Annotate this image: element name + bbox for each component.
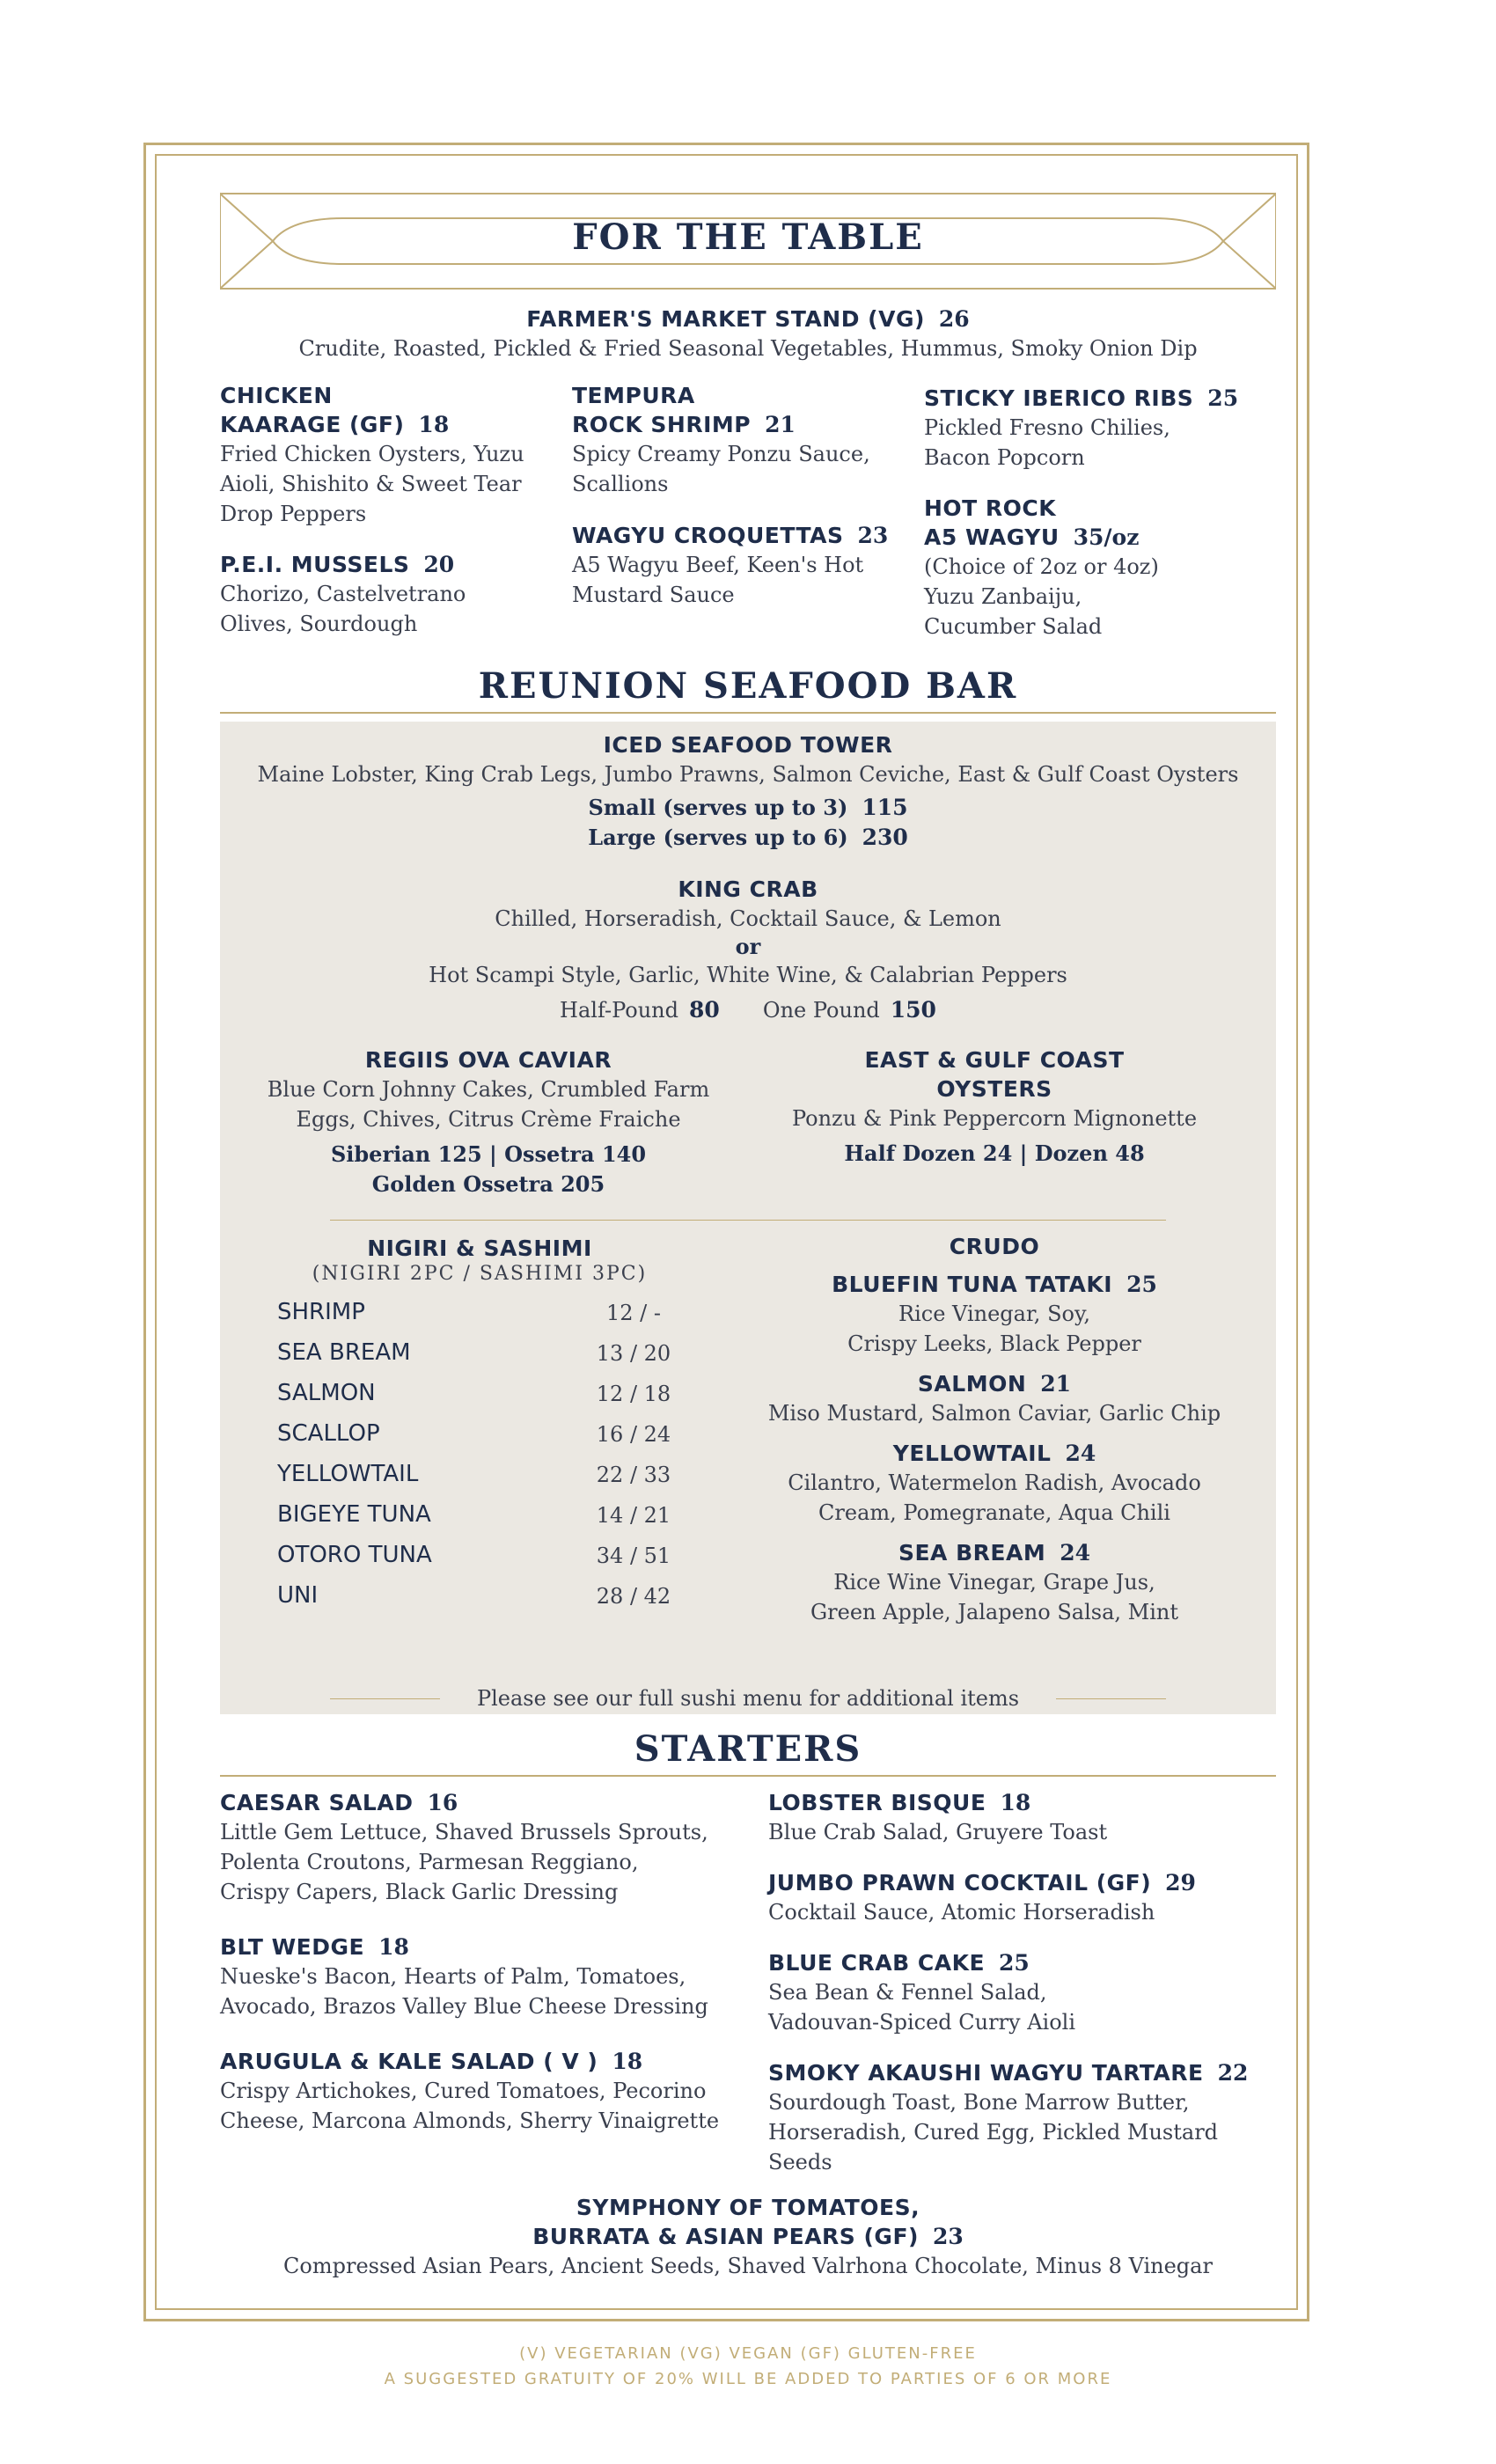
nigiri-sashimi-header	[273, 1234, 686, 1285]
item-price: 21	[1040, 1371, 1072, 1397]
sushi-row	[277, 1420, 682, 1461]
item-price: 18	[418, 412, 450, 437]
item-description-line: Avocado, Brazos Valley Blue Cheese Dressing	[220, 1994, 708, 2019]
item-name: YELLOWTAIL	[892, 1441, 1052, 1466]
sushi-price: 34 / 51	[596, 1544, 671, 1568]
item-name: ICED SEAFOOD TOWER	[603, 732, 893, 758]
menu-item-wagyu-tartare	[768, 2058, 1279, 2177]
sushi-name: OTORO TUNA	[277, 1542, 432, 1568]
sushi-row	[277, 1339, 682, 1380]
item-description-line: Nueske's Bacon, Hearts of Palm, Tomatoes,	[220, 1964, 686, 1989]
item-description-line: Spicy Creamy Ponzu Sauce,	[572, 442, 870, 466]
item-description-line: Rice Vinegar, Soy,	[898, 1302, 1090, 1326]
item-name: STICKY IBERICO RIBS	[924, 385, 1194, 411]
item-description-line: Pickled Fresno Chilies,	[924, 415, 1170, 440]
sushi-row	[277, 1380, 682, 1420]
item-name-line2: ROCK SHRIMP	[572, 412, 752, 437]
item-description-line: Olives, Sourdough	[220, 612, 418, 636]
item-description-line: Eggs, Chives, Citrus Crème Fraiche	[296, 1107, 681, 1132]
item-description-line: Blue Crab Salad, Gruyere Toast	[768, 1820, 1108, 1844]
size-price: 230	[862, 825, 908, 850]
item-description-line: (Choice of 2oz or 4oz)	[924, 554, 1159, 579]
item-description-line: Miso Mustard, Salmon Caviar, Garlic Chip	[767, 1401, 1221, 1426]
menu-item-blue-crab-cake	[768, 1948, 1279, 2037]
menu-item-a5-wagyu	[924, 494, 1276, 642]
item-description-line: Crispy Leeks, Black Pepper	[847, 1331, 1141, 1356]
note-rule-left	[330, 1698, 440, 1699]
subsection-subtitle: (NIGIRI 2PC / SASHIMI 3PC)	[312, 1263, 648, 1285]
item-description: Compressed Asian Pears, Ancient Seeds, Shaved Valrhona Chocolate, Minus 8 Vinegar	[283, 2254, 1213, 2278]
sushi-price: 16 / 24	[596, 1422, 671, 1447]
menu-item-caesar-salad	[220, 1788, 748, 1907]
size-label: Half-Pound	[560, 998, 678, 1023]
section-divider	[220, 1775, 1276, 1777]
caviar-prices: Siberian 125 | Ossetra 140	[330, 1141, 647, 1167]
item-price: 25	[1207, 385, 1239, 411]
item-name-line2: OYSTERS	[936, 1076, 1052, 1102]
menu-item-arugula-kale-salad	[220, 2047, 748, 2136]
item-name: KING CRAB	[678, 876, 818, 902]
item-description-line: Mustard Sauce	[572, 583, 735, 607]
item-description: Maine Lobster, King Crab Legs, Jumbo Prawns, Salmon Ceviche, East & Gulf Coast Oysters	[257, 762, 1239, 787]
size-price: 115	[862, 795, 908, 820]
item-description-line: Cucumber Salad	[924, 614, 1103, 639]
item-description-line: Cheese, Marcona Almonds, Sherry Vinaigrette	[220, 2108, 720, 2133]
item-description-line: Chilled, Horseradish, Cocktail Sauce, & Lemon	[495, 906, 1001, 931]
item-price: 18	[1000, 1790, 1031, 1815]
item-description-line: Green Apple, Jalapeno Salsa, Mint	[810, 1600, 1178, 1624]
item-description-line: Bacon Popcorn	[924, 445, 1085, 470]
sushi-name: UNI	[277, 1582, 319, 1609]
menu-item-symphony-of-tomatoes	[220, 2193, 1276, 2281]
item-price: 25	[1126, 1272, 1157, 1297]
item-name: BLT WEDGE	[220, 1934, 365, 1960]
item-price: 24	[1065, 1441, 1096, 1466]
item-name-line2: A5 WAGYU	[924, 524, 1060, 550]
item-name-line2: BURRATA & ASIAN PEARS (GF)	[532, 2224, 919, 2249]
section-divider	[220, 712, 1276, 714]
sushi-name: SHRIMP	[277, 1299, 365, 1325]
item-description-line: Crispy Capers, Black Garlic Dressing	[220, 1880, 619, 1904]
item-price: 22	[1217, 2060, 1249, 2086]
item-price: 18	[378, 1934, 409, 1960]
menu-item-sticky-iberico-ribs	[924, 384, 1276, 473]
item-description-line: Sea Bean & Fennel Salad,	[768, 1980, 1047, 2005]
item-name: LOBSTER BISQUE	[768, 1790, 986, 1815]
item-name: P.E.I. MUSSELS	[220, 552, 410, 577]
sushi-row	[277, 1501, 682, 1542]
size-label: Large (serves up to 6)	[588, 825, 848, 850]
item-name-line1: HOT ROCK	[924, 495, 1057, 521]
item-description-line: Yuzu Zanbaiju,	[924, 584, 1082, 609]
item-description-line: Seeds	[768, 2150, 832, 2174]
item-name: BLUEFIN TUNA TATAKI	[832, 1272, 1113, 1297]
item-description-line: Drop Peppers	[220, 502, 367, 526]
item-name-line1: CHICKEN	[220, 383, 333, 408]
item-description-line: Hot Scampi Style, Garlic, White Wine, & Calabrian Peppers	[429, 963, 1067, 987]
item-description-line: Blue Corn Johnny Cakes, Crumbled Farm	[267, 1077, 710, 1102]
item-description-line: Crispy Artichokes, Cured Tomatoes, Pecorino	[220, 2079, 707, 2103]
sushi-price: 13 / 20	[596, 1341, 671, 1366]
item-name-line1: SYMPHONY OF TOMATOES,	[576, 2195, 920, 2220]
item-name-line2: KAARAGE (GF)	[220, 412, 405, 437]
item-description: Ponzu & Pink Peppercorn Mignonette	[791, 1106, 1198, 1131]
sushi-price: 14 / 21	[596, 1503, 671, 1528]
starters-left-column	[220, 1788, 748, 2136]
item-name: FARMER'S MARKET STAND (VG)	[526, 306, 925, 332]
section-title-seafood-bar: REUNION SEAFOOD BAR	[478, 665, 1018, 707]
item-price: 20	[423, 552, 455, 577]
size-label: Small (serves up to 3)	[588, 795, 848, 820]
item-price: 21	[765, 412, 796, 437]
item-description-line: Aioli, Shishito & Sweet Tear	[220, 472, 522, 496]
menu-item-blt-wedge	[220, 1932, 748, 2021]
crudo-section	[766, 1232, 1223, 1627]
item-description-line: Cream, Pomegranate, Aqua Chili	[818, 1500, 1170, 1525]
menu-item-jumbo-prawn-cocktail	[768, 1868, 1279, 1927]
item-description: Crudite, Roasted, Pickled & Fried Seasonal Vegetables, Hummus, Smoky Onion Dip	[298, 336, 1198, 361]
menu-item-farmers-market	[220, 304, 1276, 363]
item-name: JUMBO PRAWN COCKTAIL (GF)	[768, 1870, 1152, 1896]
item-name: SMOKY AKAUSHI WAGYU TARTARE	[768, 2060, 1204, 2086]
menu-item-chicken-kaarage	[220, 381, 554, 529]
item-description-line: Chorizo, Castelvetrano	[220, 582, 466, 606]
sushi-name: SEA BREAM	[277, 1339, 411, 1366]
item-price: 29	[1165, 1870, 1196, 1896]
item-name: BLUE CRAB CAKE	[768, 1950, 986, 1976]
oyster-prices: Half Dozen 24 | Dozen 48	[844, 1140, 1145, 1166]
item-price: 16	[427, 1790, 458, 1815]
sushi-row	[277, 1582, 682, 1623]
menu-item-iced-seafood-tower	[220, 730, 1276, 853]
section-title-for-the-table: FOR THE TABLE	[572, 216, 924, 258]
item-price: 24	[1060, 1540, 1091, 1566]
menu-item-tempura-rock-shrimp	[572, 381, 906, 499]
item-name: CAESAR SALAD	[220, 1790, 414, 1815]
note-rule-right	[1056, 1698, 1166, 1699]
item-price: 26	[938, 306, 970, 332]
item-price: 25	[999, 1950, 1030, 1976]
item-description-line: Polenta Croutons, Parmesan Reggiano,	[220, 1850, 639, 1874]
sushi-row	[277, 1542, 682, 1582]
item-price: 23	[932, 2224, 964, 2249]
item-price: 23	[857, 523, 889, 548]
gratuity-note: A SUGGESTED GRATUITY OF 20% WILL BE ADDED TO PARTIES OF 6 OR MORE	[384, 2370, 1112, 2388]
sushi-menu-note: Please see our full sushi menu for additional items	[476, 1686, 1020, 1711]
item-name-line1: TEMPURA	[572, 383, 695, 408]
sushi-name: SALMON	[277, 1380, 376, 1406]
item-description-line: Scallions	[572, 472, 669, 496]
item-description-line: Horseradish, Cured Egg, Pickled Mustard	[768, 2120, 1219, 2145]
menu-item-lobster-bisque	[768, 1788, 1279, 1847]
subsection-title: NIGIRI & SASHIMI	[367, 1236, 592, 1261]
sushi-price: 28 / 42	[596, 1584, 671, 1609]
sushi-row	[277, 1299, 682, 1339]
item-description-line: Sourdough Toast, Bone Marrow Butter,	[768, 2090, 1190, 2115]
item-description-line: Little Gem Lettuce, Shaved Brussels Sprouts,	[220, 1820, 708, 1844]
item-price: 18	[612, 2049, 643, 2074]
item-name: SEA BREAM	[898, 1540, 1046, 1566]
item-name-line1: EAST & GULF COAST	[864, 1047, 1125, 1073]
dietary-legend: (V) VEGETARIAN (VG) VEGAN (GF) GLUTEN-FREE	[519, 2344, 977, 2363]
item-name: ARUGULA & KALE SALAD ( V )	[220, 2049, 598, 2074]
sushi-name: SCALLOP	[277, 1420, 380, 1447]
item-description-line: Cilantro, Watermelon Radish, Avocado	[788, 1470, 1201, 1495]
item-description-line: Vadouvan-Spiced Curry Aioli	[768, 2010, 1076, 2035]
sushi-price: 12 / 18	[596, 1382, 671, 1406]
item-name: SALMON	[917, 1371, 1027, 1397]
size-label: One Pound	[762, 998, 880, 1023]
caviar-prices: Golden Ossetra 205	[371, 1171, 605, 1197]
menu-item-king-crab	[220, 875, 1276, 1025]
size-price: 150	[890, 997, 936, 1023]
or-divider: or	[735, 934, 761, 959]
menu-item-oysters	[748, 1045, 1241, 1169]
size-price: 80	[689, 997, 720, 1023]
sushi-price: 22 / 33	[596, 1463, 671, 1487]
item-description-line: Fried Chicken Oysters, Yuzu	[220, 442, 524, 466]
starters-right-column	[768, 1788, 1279, 2177]
item-description-line: Cocktail Sauce, Atomic Horseradish	[768, 1900, 1155, 1925]
item-description-line: A5 Wagyu Beef, Keen's Hot	[572, 553, 864, 577]
menu-item-regiis-ova-caviar	[229, 1045, 748, 1199]
sushi-price: 12 / -	[606, 1301, 661, 1325]
sushi-name: BIGEYE TUNA	[277, 1501, 431, 1528]
menu-item-pei-mussels	[220, 550, 554, 639]
item-name: REGIIS OVA CAVIAR	[364, 1047, 612, 1073]
section-title-starters: STARTERS	[634, 1728, 862, 1770]
item-price: 35/oz	[1073, 524, 1140, 550]
menu-item-wagyu-croquettas	[572, 521, 906, 610]
panel-divider	[330, 1220, 1166, 1221]
subsection-title: CRUDO	[949, 1234, 1040, 1259]
sushi-row	[277, 1461, 682, 1501]
sushi-name: YELLOWTAIL	[277, 1461, 419, 1487]
item-name: WAGYU CROQUETTAS	[572, 523, 844, 548]
item-description-line: Rice Wine Vinegar, Grape Jus,	[833, 1570, 1155, 1595]
